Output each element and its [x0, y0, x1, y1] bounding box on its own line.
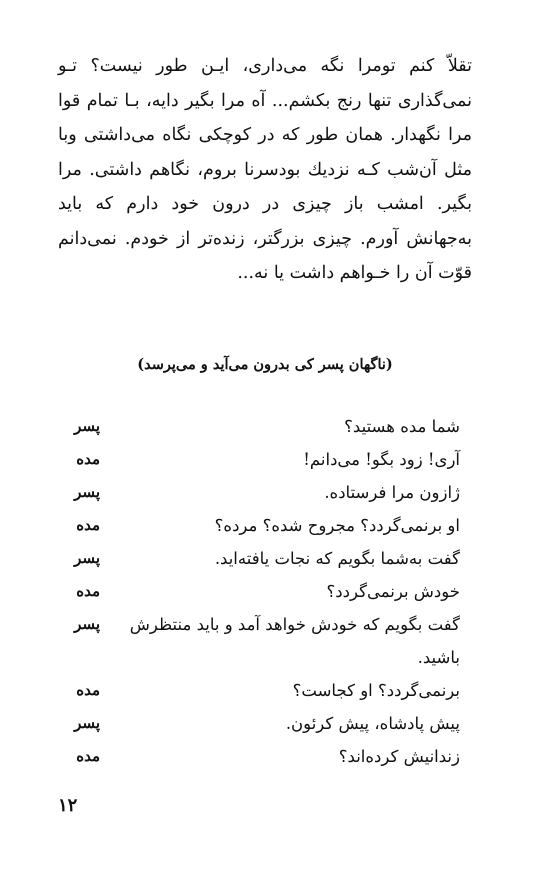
dialogue-line: گفت بگویم که خودش خواهد آمد و باید منتظرش باشید. [129, 615, 460, 667]
dialogue-row [40, 740, 505, 773]
dialogue-row [40, 443, 505, 476]
stage-direction: (ناگهان پسر کی بدرون می‌آید و می‌پرسد) [137, 356, 393, 373]
dialogue-line: زندانیش کرده‌اند؟ [338, 747, 460, 766]
dialogue-row [40, 674, 505, 707]
dialogue-line: او برنمی‌گردد؟ مجروح شده؟ مرده؟ [214, 516, 460, 535]
dialogue-line: پیش پادشاه، پیش کرئون. [285, 714, 460, 733]
dialogue-row [40, 542, 505, 575]
dialogue-line: خودش برنمی‌گردد؟ [326, 582, 460, 601]
speaker-name: مده [76, 516, 100, 534]
speaker-name: پسر [74, 714, 100, 732]
page-number: ۱۲ [58, 795, 78, 816]
dialogue-line: برنمی‌گردد؟ او کجاست؟ [292, 681, 460, 700]
dialogue-list [40, 410, 505, 773]
speaker-name: پسر [74, 483, 100, 501]
monologue-paragraph: تقلاّ کنم تومرا نگه می‌داری، ایـن طور نیست؟ تـو نمی‌گذاری تنها رنج بکشم... آه مرا بگیر دایه، بـا تمام قوا مرا نگهدار. همان طور که در کوچکی نگاه می‌داشتی وبا مثل آن‌شب کـه نزدیك بودسرنا بروم، نگاهم داشتی. مرا بگیر. امشب باز چیزی در درون خود دارم که باید به‌جهانش آورم. چیزی بزرگتر، زنده‌تر از خودم. نمی‌دانم قوّت آن را خـواهم داشت یا نه... [58, 56, 472, 283]
dialogue-row [40, 509, 505, 542]
speaker-name: پسر [74, 549, 100, 567]
dialogue-row [40, 410, 505, 443]
dialogue-line: گفت به‌شما بگویم که نجات یافته‌اید. [214, 549, 460, 568]
speaker-name: مده [76, 450, 100, 468]
dialogue-row [40, 707, 505, 740]
speaker-name: مده [76, 582, 100, 600]
speaker-name: پسر [74, 417, 100, 435]
dialogue-row [40, 608, 505, 674]
dialogue-line: آری! زود بگو! می‌دانم! [303, 450, 460, 469]
speaker-name: مده [76, 681, 100, 699]
dialogue-line: شما مده هستید؟ [344, 417, 460, 436]
speaker-name: پسر [74, 615, 100, 633]
dialogue-row [40, 575, 505, 608]
speaker-name: مده [76, 747, 100, 765]
dialogue-line: ژازون مرا فرستاده. [324, 483, 460, 502]
dialogue-row [40, 476, 505, 509]
